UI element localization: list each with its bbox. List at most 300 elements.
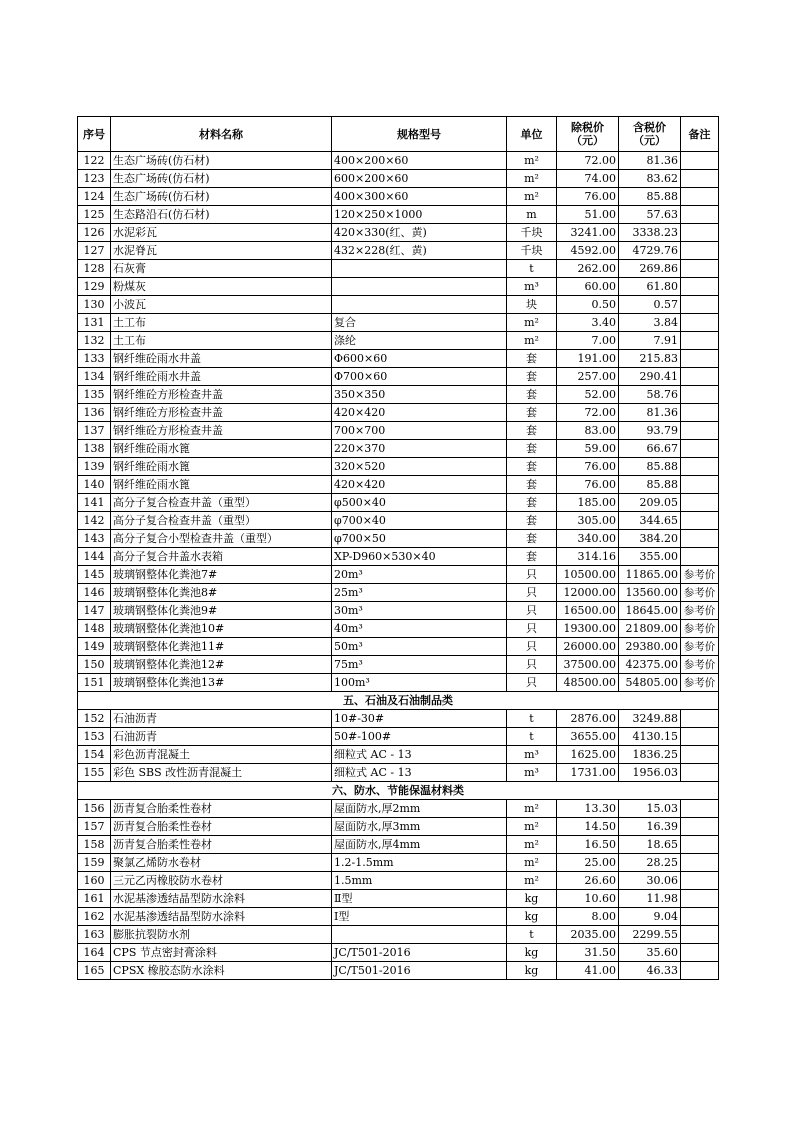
cell-no: 136 [78, 404, 111, 422]
cell-remark [681, 170, 719, 188]
table-row [78, 530, 719, 548]
cell-price-in-tax: 344.65 [619, 512, 681, 530]
cell-name: 水泥基渗透结晶型防水涂料 [111, 908, 332, 926]
cell-name: 沥青复合胎柔性卷材 [111, 836, 332, 854]
cell-remark [681, 854, 719, 872]
cell-price-ex-tax: 59.00 [557, 440, 619, 458]
cell-name: 玻璃钢整体化粪池7# [111, 566, 332, 584]
cell-remark: 参考价 [681, 674, 719, 692]
header-price-ex-tax-line2: （元） [571, 134, 604, 147]
cell-price-ex-tax: 3.40 [557, 314, 619, 332]
cell-remark [681, 314, 719, 332]
cell-spec: Ⅱ型 [332, 890, 507, 908]
table-row [78, 242, 719, 260]
cell-no: 158 [78, 836, 111, 854]
cell-price-in-tax: 28.25 [619, 854, 681, 872]
cell-price-ex-tax: 7.00 [557, 332, 619, 350]
table-row [78, 368, 719, 386]
cell-remark [681, 926, 719, 944]
table-row [78, 602, 719, 620]
cell-price-ex-tax: 26.60 [557, 872, 619, 890]
cell-price-ex-tax: 74.00 [557, 170, 619, 188]
cell-unit: m² [507, 170, 557, 188]
cell-name: 土工布 [111, 314, 332, 332]
cell-price-in-tax: 4130.15 [619, 728, 681, 746]
cell-name: 玻璃钢整体化粪池10# [111, 620, 332, 638]
cell-price-in-tax: 35.60 [619, 944, 681, 962]
cell-spec: 420×420 [332, 404, 507, 422]
cell-name: 三元乙丙橡胶防水卷材 [111, 872, 332, 890]
table-row [78, 854, 719, 872]
cell-remark [681, 746, 719, 764]
cell-price-in-tax: 1836.25 [619, 746, 681, 764]
cell-unit: m² [507, 800, 557, 818]
cell-name: 膨胀抗裂防水剂 [111, 926, 332, 944]
cell-remark [681, 836, 719, 854]
cell-price-ex-tax: 1625.00 [557, 746, 619, 764]
cell-spec: JC/T501-2016 [332, 944, 507, 962]
cell-price-in-tax: 384.20 [619, 530, 681, 548]
cell-no: 164 [78, 944, 111, 962]
cell-remark [681, 224, 719, 242]
cell-spec: 420×330(红、黄) [332, 224, 507, 242]
cell-name: 土工布 [111, 332, 332, 350]
table-row [78, 800, 719, 818]
cell-price-ex-tax: 76.00 [557, 188, 619, 206]
header-price-in-tax-line1: 含税价 [633, 121, 666, 134]
cell-name: 水泥基渗透结晶型防水涂料 [111, 890, 332, 908]
cell-unit: 套 [507, 530, 557, 548]
table-row [78, 512, 719, 530]
cell-remark [681, 458, 719, 476]
cell-unit: 套 [507, 386, 557, 404]
cell-price-ex-tax: 60.00 [557, 278, 619, 296]
cell-spec: 20m³ [332, 566, 507, 584]
cell-price-ex-tax: 185.00 [557, 494, 619, 512]
cell-price-in-tax: 57.63 [619, 206, 681, 224]
cell-unit: m [507, 206, 557, 224]
cell-price-ex-tax: 16500.00 [557, 602, 619, 620]
table-row [78, 548, 719, 566]
cell-no: 160 [78, 872, 111, 890]
cell-no: 153 [78, 728, 111, 746]
cell-unit: 块 [507, 296, 557, 314]
cell-price-ex-tax: 52.00 [557, 386, 619, 404]
cell-price-in-tax: 0.57 [619, 296, 681, 314]
cell-no: 165 [78, 962, 111, 980]
cell-no: 147 [78, 602, 111, 620]
cell-no: 124 [78, 188, 111, 206]
table-row [78, 386, 719, 404]
table-row [78, 566, 719, 584]
cell-spec: φ700×40 [332, 512, 507, 530]
cell-remark: 参考价 [681, 638, 719, 656]
cell-name: 粉煤灰 [111, 278, 332, 296]
cell-name: CPS 节点密封膏涂料 [111, 944, 332, 962]
table-row [78, 260, 719, 278]
cell-no: 159 [78, 854, 111, 872]
table-row [78, 494, 719, 512]
cell-unit: t [507, 710, 557, 728]
cell-price-ex-tax: 3241.00 [557, 224, 619, 242]
cell-remark [681, 530, 719, 548]
cell-remark [681, 872, 719, 890]
cell-unit: m² [507, 836, 557, 854]
cell-name: 玻璃钢整体化粪池11# [111, 638, 332, 656]
cell-price-in-tax: 46.33 [619, 962, 681, 980]
cell-no: 144 [78, 548, 111, 566]
cell-no: 151 [78, 674, 111, 692]
cell-unit: 套 [507, 494, 557, 512]
cell-price-ex-tax: 4592.00 [557, 242, 619, 260]
cell-unit: 只 [507, 566, 557, 584]
cell-remark [681, 350, 719, 368]
cell-price-in-tax: 355.00 [619, 548, 681, 566]
cell-no: 135 [78, 386, 111, 404]
cell-remark: 参考价 [681, 620, 719, 638]
cell-remark [681, 494, 719, 512]
cell-no: 127 [78, 242, 111, 260]
cell-no: 131 [78, 314, 111, 332]
table-row [78, 458, 719, 476]
cell-price-ex-tax: 0.50 [557, 296, 619, 314]
cell-no: 152 [78, 710, 111, 728]
cell-price-in-tax: 85.88 [619, 188, 681, 206]
cell-unit: 只 [507, 638, 557, 656]
cell-spec: 屋面防水,厚4mm [332, 836, 507, 854]
cell-no: 128 [78, 260, 111, 278]
cell-price-ex-tax: 83.00 [557, 422, 619, 440]
cell-price-ex-tax: 76.00 [557, 476, 619, 494]
cell-spec: 400×200×60 [332, 152, 507, 170]
cell-spec: 400×300×60 [332, 188, 507, 206]
cell-spec: 700×700 [332, 422, 507, 440]
header-price-in-tax [619, 117, 681, 152]
cell-unit: 套 [507, 458, 557, 476]
cell-price-in-tax: 85.88 [619, 476, 681, 494]
table-row [78, 314, 719, 332]
cell-remark [681, 368, 719, 386]
cell-no: 133 [78, 350, 111, 368]
cell-name: 水泥脊瓦 [111, 242, 332, 260]
cell-price-ex-tax: 76.00 [557, 458, 619, 476]
cell-unit: t [507, 926, 557, 944]
cell-name: 小波瓦 [111, 296, 332, 314]
table-row [78, 278, 719, 296]
cell-price-in-tax: 13560.00 [619, 584, 681, 602]
cell-price-in-tax: 15.03 [619, 800, 681, 818]
table-row [78, 890, 719, 908]
cell-no: 126 [78, 224, 111, 242]
table-row [78, 908, 719, 926]
cell-name: 玻璃钢整体化粪池12# [111, 656, 332, 674]
cell-price-ex-tax: 51.00 [557, 206, 619, 224]
price-table [77, 116, 719, 980]
cell-unit: t [507, 728, 557, 746]
cell-unit: kg [507, 962, 557, 980]
cell-price-in-tax: 58.76 [619, 386, 681, 404]
cell-name: 沥青复合胎柔性卷材 [111, 818, 332, 836]
section-title: 六、防水、节能保温材料类 [78, 782, 719, 800]
table-row [78, 170, 719, 188]
cell-unit: 只 [507, 602, 557, 620]
cell-spec [332, 296, 507, 314]
cell-spec: 屋面防水,厚2mm [332, 800, 507, 818]
header-name: 材料名称 [111, 117, 332, 152]
table-row [78, 404, 719, 422]
header-remark: 备注 [681, 117, 719, 152]
cell-unit: m² [507, 872, 557, 890]
table-row [78, 818, 719, 836]
cell-name: 石油沥青 [111, 728, 332, 746]
cell-price-ex-tax: 12000.00 [557, 584, 619, 602]
section-row [78, 782, 719, 800]
cell-price-ex-tax: 48500.00 [557, 674, 619, 692]
cell-spec [332, 926, 507, 944]
cell-price-ex-tax: 8.00 [557, 908, 619, 926]
cell-price-ex-tax: 37500.00 [557, 656, 619, 674]
cell-price-in-tax: 30.06 [619, 872, 681, 890]
table-row [78, 872, 719, 890]
cell-no: 141 [78, 494, 111, 512]
cell-spec: φ500×40 [332, 494, 507, 512]
cell-unit: 套 [507, 350, 557, 368]
cell-unit: 套 [507, 368, 557, 386]
cell-price-in-tax: 18645.00 [619, 602, 681, 620]
table-row [78, 206, 719, 224]
cell-spec: 10#-30# [332, 710, 507, 728]
cell-spec: Φ600×60 [332, 350, 507, 368]
cell-unit: kg [507, 908, 557, 926]
cell-no: 162 [78, 908, 111, 926]
cell-no: 157 [78, 818, 111, 836]
cell-no: 150 [78, 656, 111, 674]
cell-no: 125 [78, 206, 111, 224]
cell-no: 134 [78, 368, 111, 386]
cell-name: 钢纤维砼雨水篦 [111, 458, 332, 476]
cell-name: 生态广场砖(仿石材) [111, 188, 332, 206]
cell-remark [681, 332, 719, 350]
cell-unit: 千块 [507, 224, 557, 242]
cell-name: 钢纤维砼雨水篦 [111, 476, 332, 494]
cell-no: 154 [78, 746, 111, 764]
table-row [78, 188, 719, 206]
cell-unit: kg [507, 890, 557, 908]
cell-remark [681, 800, 719, 818]
cell-price-ex-tax: 10.60 [557, 890, 619, 908]
header-price-ex-tax-line1: 除税价 [571, 121, 604, 134]
cell-spec: 屋面防水,厚3mm [332, 818, 507, 836]
cell-name: CPSX 橡胶态防水涂料 [111, 962, 332, 980]
header-row [78, 117, 719, 152]
cell-price-in-tax: 4729.76 [619, 242, 681, 260]
header-price-ex-tax [557, 117, 619, 152]
cell-name: 高分子复合检查井盖（重型） [111, 512, 332, 530]
cell-unit: 只 [507, 674, 557, 692]
cell-no: 138 [78, 440, 111, 458]
cell-spec: 75m³ [332, 656, 507, 674]
cell-remark [681, 440, 719, 458]
cell-price-ex-tax: 3655.00 [557, 728, 619, 746]
cell-unit: m³ [507, 746, 557, 764]
cell-price-in-tax: 81.36 [619, 404, 681, 422]
cell-price-in-tax: 66.67 [619, 440, 681, 458]
table-row [78, 224, 719, 242]
cell-price-ex-tax: 72.00 [557, 404, 619, 422]
table-row [78, 620, 719, 638]
table-row [78, 836, 719, 854]
cell-unit: m³ [507, 278, 557, 296]
cell-name: 石油沥青 [111, 710, 332, 728]
table-row [78, 728, 719, 746]
cell-name: 钢纤维砼方形检查井盖 [111, 422, 332, 440]
cell-name: 钢纤维砼方形检查井盖 [111, 404, 332, 422]
cell-unit: 千块 [507, 242, 557, 260]
cell-price-ex-tax: 340.00 [557, 530, 619, 548]
cell-name: 生态广场砖(仿石材) [111, 152, 332, 170]
cell-unit: m² [507, 314, 557, 332]
cell-spec: Φ700×60 [332, 368, 507, 386]
cell-remark: 参考价 [681, 584, 719, 602]
table-body [78, 152, 719, 980]
cell-no: 156 [78, 800, 111, 818]
cell-price-in-tax: 61.80 [619, 278, 681, 296]
cell-unit: m² [507, 854, 557, 872]
section-row [78, 692, 719, 710]
cell-remark [681, 152, 719, 170]
cell-no: 145 [78, 566, 111, 584]
cell-remark [681, 296, 719, 314]
cell-spec: 25m³ [332, 584, 507, 602]
table-row [78, 656, 719, 674]
cell-price-in-tax: 11.98 [619, 890, 681, 908]
cell-price-ex-tax: 19300.00 [557, 620, 619, 638]
cell-price-in-tax: 3338.23 [619, 224, 681, 242]
cell-spec: 细粒式 AC - 13 [332, 746, 507, 764]
cell-unit: m² [507, 152, 557, 170]
cell-remark: 参考价 [681, 656, 719, 674]
cell-unit: 套 [507, 422, 557, 440]
cell-unit: 只 [507, 656, 557, 674]
cell-price-in-tax: 42375.00 [619, 656, 681, 674]
cell-no: 123 [78, 170, 111, 188]
cell-remark [681, 404, 719, 422]
cell-price-ex-tax: 305.00 [557, 512, 619, 530]
cell-remark [681, 512, 719, 530]
cell-name: 钢纤维砼雨水篦 [111, 440, 332, 458]
cell-name: 水泥彩瓦 [111, 224, 332, 242]
cell-price-in-tax: 21809.00 [619, 620, 681, 638]
cell-unit: 套 [507, 476, 557, 494]
cell-price-ex-tax: 16.50 [557, 836, 619, 854]
cell-name: 彩色沥青混凝土 [111, 746, 332, 764]
cell-unit: m² [507, 332, 557, 350]
cell-unit: 只 [507, 584, 557, 602]
cell-price-ex-tax: 314.16 [557, 548, 619, 566]
cell-spec: 432×228(红、黄) [332, 242, 507, 260]
cell-spec: JC/T501-2016 [332, 962, 507, 980]
cell-remark: 参考价 [681, 566, 719, 584]
cell-remark [681, 818, 719, 836]
cell-unit: m² [507, 818, 557, 836]
cell-name: 玻璃钢整体化粪池8# [111, 584, 332, 602]
cell-price-ex-tax: 191.00 [557, 350, 619, 368]
table-row [78, 440, 719, 458]
cell-price-in-tax: 7.91 [619, 332, 681, 350]
table-header [78, 117, 719, 152]
cell-price-in-tax: 3249.88 [619, 710, 681, 728]
cell-price-ex-tax: 25.00 [557, 854, 619, 872]
cell-spec: XP-D960×530×40 [332, 548, 507, 566]
cell-remark [681, 890, 719, 908]
cell-unit: m³ [507, 764, 557, 782]
cell-name: 钢纤维砼雨水井盖 [111, 350, 332, 368]
header-no: 序号 [78, 117, 111, 152]
cell-price-in-tax: 209.05 [619, 494, 681, 512]
cell-price-ex-tax: 10500.00 [557, 566, 619, 584]
cell-price-in-tax: 9.04 [619, 908, 681, 926]
cell-price-in-tax: 11865.00 [619, 566, 681, 584]
cell-price-ex-tax: 26000.00 [557, 638, 619, 656]
cell-no: 140 [78, 476, 111, 494]
table-row [78, 926, 719, 944]
cell-price-in-tax: 269.86 [619, 260, 681, 278]
cell-name: 钢纤维砼雨水井盖 [111, 368, 332, 386]
cell-no: 155 [78, 764, 111, 782]
cell-price-ex-tax: 257.00 [557, 368, 619, 386]
cell-spec: 1.5mm [332, 872, 507, 890]
cell-no: 161 [78, 890, 111, 908]
table-row [78, 674, 719, 692]
table-row [78, 764, 719, 782]
cell-spec: 120×250×1000 [332, 206, 507, 224]
cell-spec: 600×200×60 [332, 170, 507, 188]
cell-remark [681, 962, 719, 980]
cell-name: 沥青复合胎柔性卷材 [111, 800, 332, 818]
cell-name: 石灰膏 [111, 260, 332, 278]
cell-price-in-tax: 215.83 [619, 350, 681, 368]
cell-remark [681, 386, 719, 404]
cell-remark [681, 728, 719, 746]
cell-unit: t [507, 260, 557, 278]
cell-spec: 1.2-1.5mm [332, 854, 507, 872]
cell-price-in-tax: 29380.00 [619, 638, 681, 656]
cell-name: 钢纤维砼方形检查井盖 [111, 386, 332, 404]
table-row [78, 296, 719, 314]
table-row [78, 710, 719, 728]
cell-price-ex-tax: 13.30 [557, 800, 619, 818]
cell-no: 130 [78, 296, 111, 314]
cell-spec: 50#-100# [332, 728, 507, 746]
cell-unit: 套 [507, 548, 557, 566]
cell-spec: 细粒式 AC - 13 [332, 764, 507, 782]
cell-remark [681, 242, 719, 260]
cell-spec: 40m³ [332, 620, 507, 638]
cell-spec: 50m³ [332, 638, 507, 656]
cell-no: 129 [78, 278, 111, 296]
cell-price-ex-tax: 262.00 [557, 260, 619, 278]
table-row [78, 422, 719, 440]
cell-price-ex-tax: 2035.00 [557, 926, 619, 944]
header-unit: 单位 [507, 117, 557, 152]
cell-spec: 复合 [332, 314, 507, 332]
cell-name: 彩色 SBS 改性沥青混凝土 [111, 764, 332, 782]
cell-price-in-tax: 3.84 [619, 314, 681, 332]
table-row [78, 746, 719, 764]
cell-price-in-tax: 16.39 [619, 818, 681, 836]
table-row [78, 584, 719, 602]
cell-price-ex-tax: 31.50 [557, 944, 619, 962]
